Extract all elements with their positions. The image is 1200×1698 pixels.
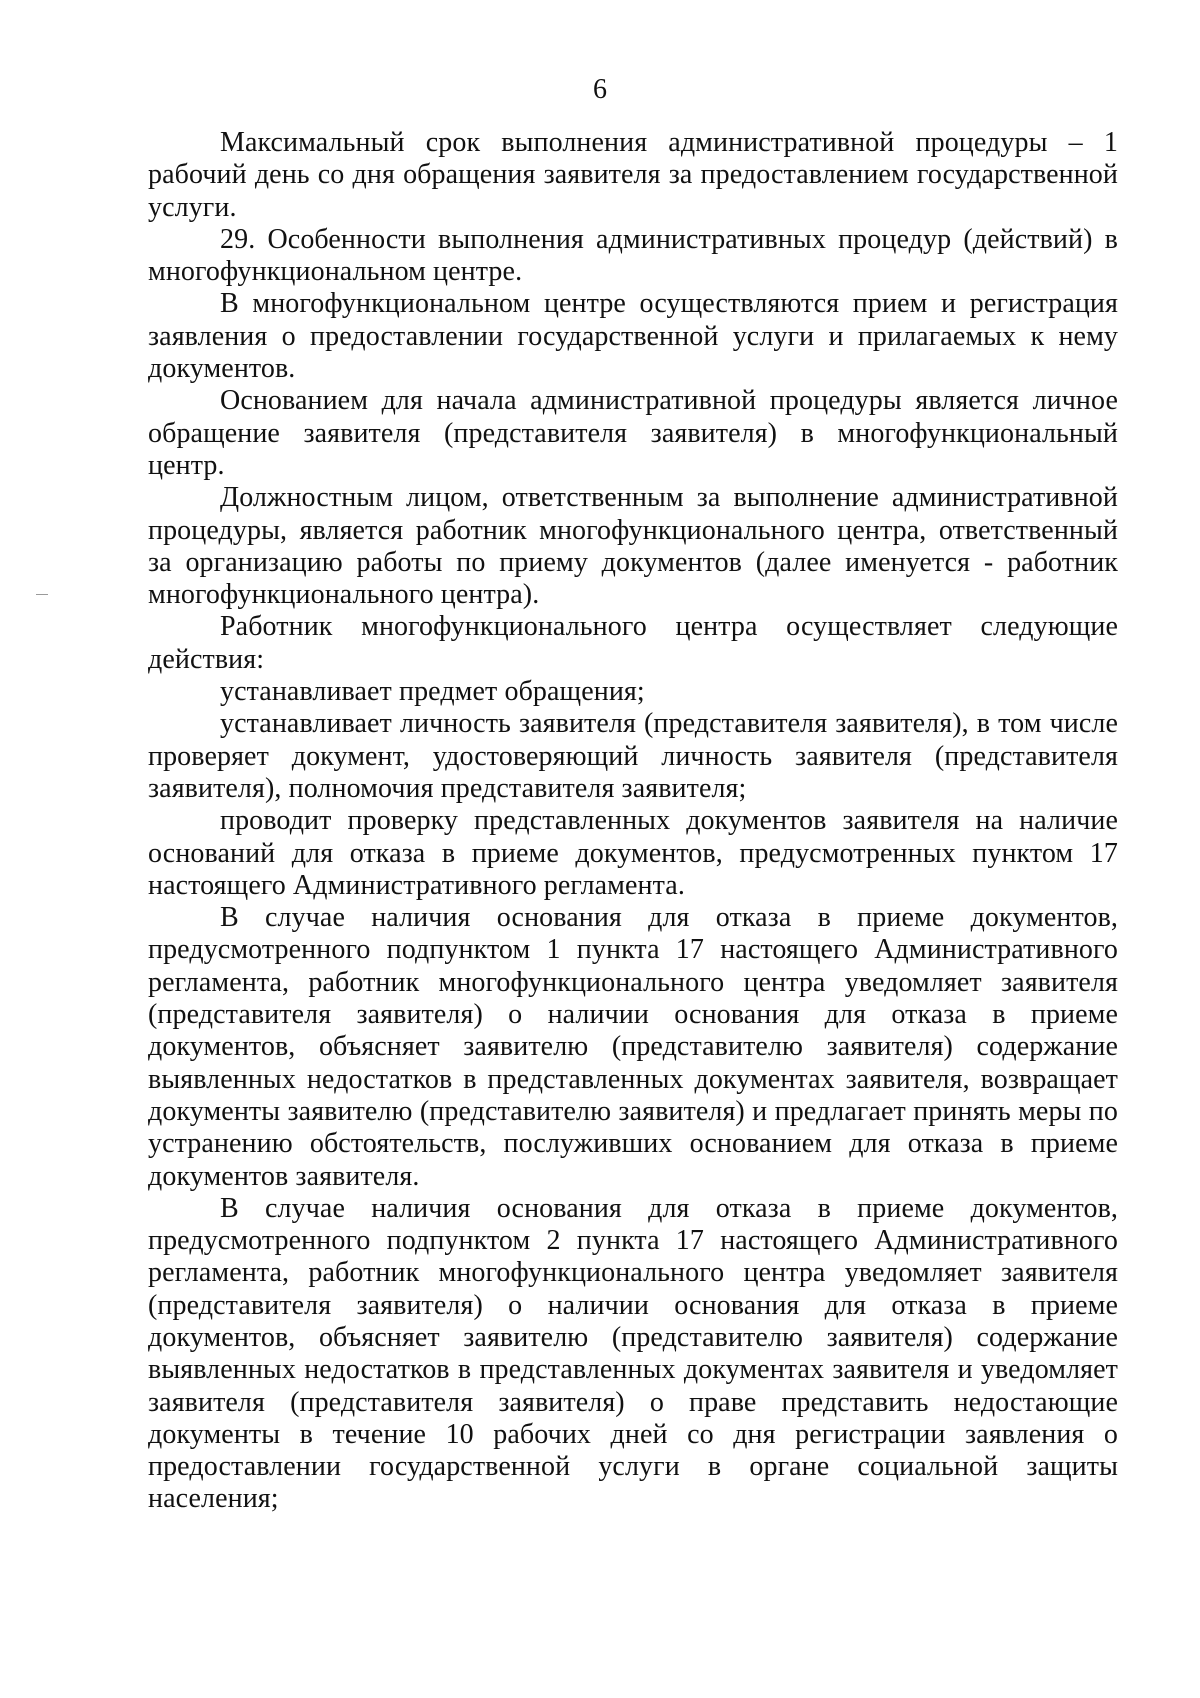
paragraph-refusal-subpoint-2: В случае наличия основания для отказа в приеме документов, предусмотренного подпунктом 2 пункта 17 настоящего Административного регламента, работник многофункционального центра уведомляет заявителя (представителя заявителя) о наличии основания для отказа в приеме документов, объясняет заявителю (представителю заявителя) содержание выявленных недостатков в представленных документах заявителя и уведомляет заявителя (представителя заявителя) о праве представить недостающие документы в течение 10 рабочих дней со дня регистрации заявления о предоставлении государственной услуги в органе социальной защиты населения; xyxy=(148,1192,1118,1515)
paragraph-section-29: 29. Особенности выполнения административных процедур (действий) в многофункциональном центре. xyxy=(148,223,1118,288)
scan-margin-mark xyxy=(36,594,48,595)
paragraph-procedure-basis: Основанием для начала административной процедуры является личное обращение заявителя (представителя заявителя) в многофункциональный центр. xyxy=(148,385,1118,481)
document-body xyxy=(148,127,1118,1516)
paragraph-refusal-subpoint-1: В случае наличия основания для отказа в приеме документов, предусмотренного подпунктом 1 пункта 17 настоящего Административного регламента, работник многофункционального центра уведомляет заявителя (представителя заявителя) о наличии основания для отказа в приеме документов, объясняет заявителю (представителю заявителя) содержание выявленных недостатков в представленных документах заявителя, возвращает документы заявителю (представителю заявителя) и предлагает принять меры по устранению обстоятельств, послуживших основанием для отказа в приеме документов заявителя. xyxy=(148,902,1118,1192)
paragraph-max-term: Максимальный срок выполнения административной процедуры – 1 рабочий день со дня обращения заявителя за предоставлением государственной услуги. xyxy=(148,127,1118,223)
page-number: 6 xyxy=(593,74,607,105)
paragraph-worker-actions: Работник многофункционального центра осуществляет следующие действия: xyxy=(148,611,1118,675)
paragraph-action-subject: устанавливает предмет обращения; xyxy=(220,676,645,708)
paragraph-responsible-official: Должностным лицом, ответственным за выполнение административной процедуры, является работник многофункционального центра, ответственный за организацию работы по приему документов (далее именуется - работник многофункционального центра). xyxy=(148,482,1118,611)
paragraph-mfc-reception: В многофункциональном центре осуществляются прием и регистрация заявления о предоставлении государственной услуги и прилагаемых к нему документов. xyxy=(148,288,1118,385)
paragraph-action-identity: устанавливает личность заявителя (представителя заявителя), в том числе проверяет документ, удостоверяющий личность заявителя (представителя заявителя), полномочия представителя заявителя; xyxy=(148,708,1118,804)
paragraph-action-check: проводит проверку представленных документов заявителя на наличие оснований для отказа в приеме документов, предусмотренных пунктом 17 настоящего Административного регламента. xyxy=(148,805,1118,901)
